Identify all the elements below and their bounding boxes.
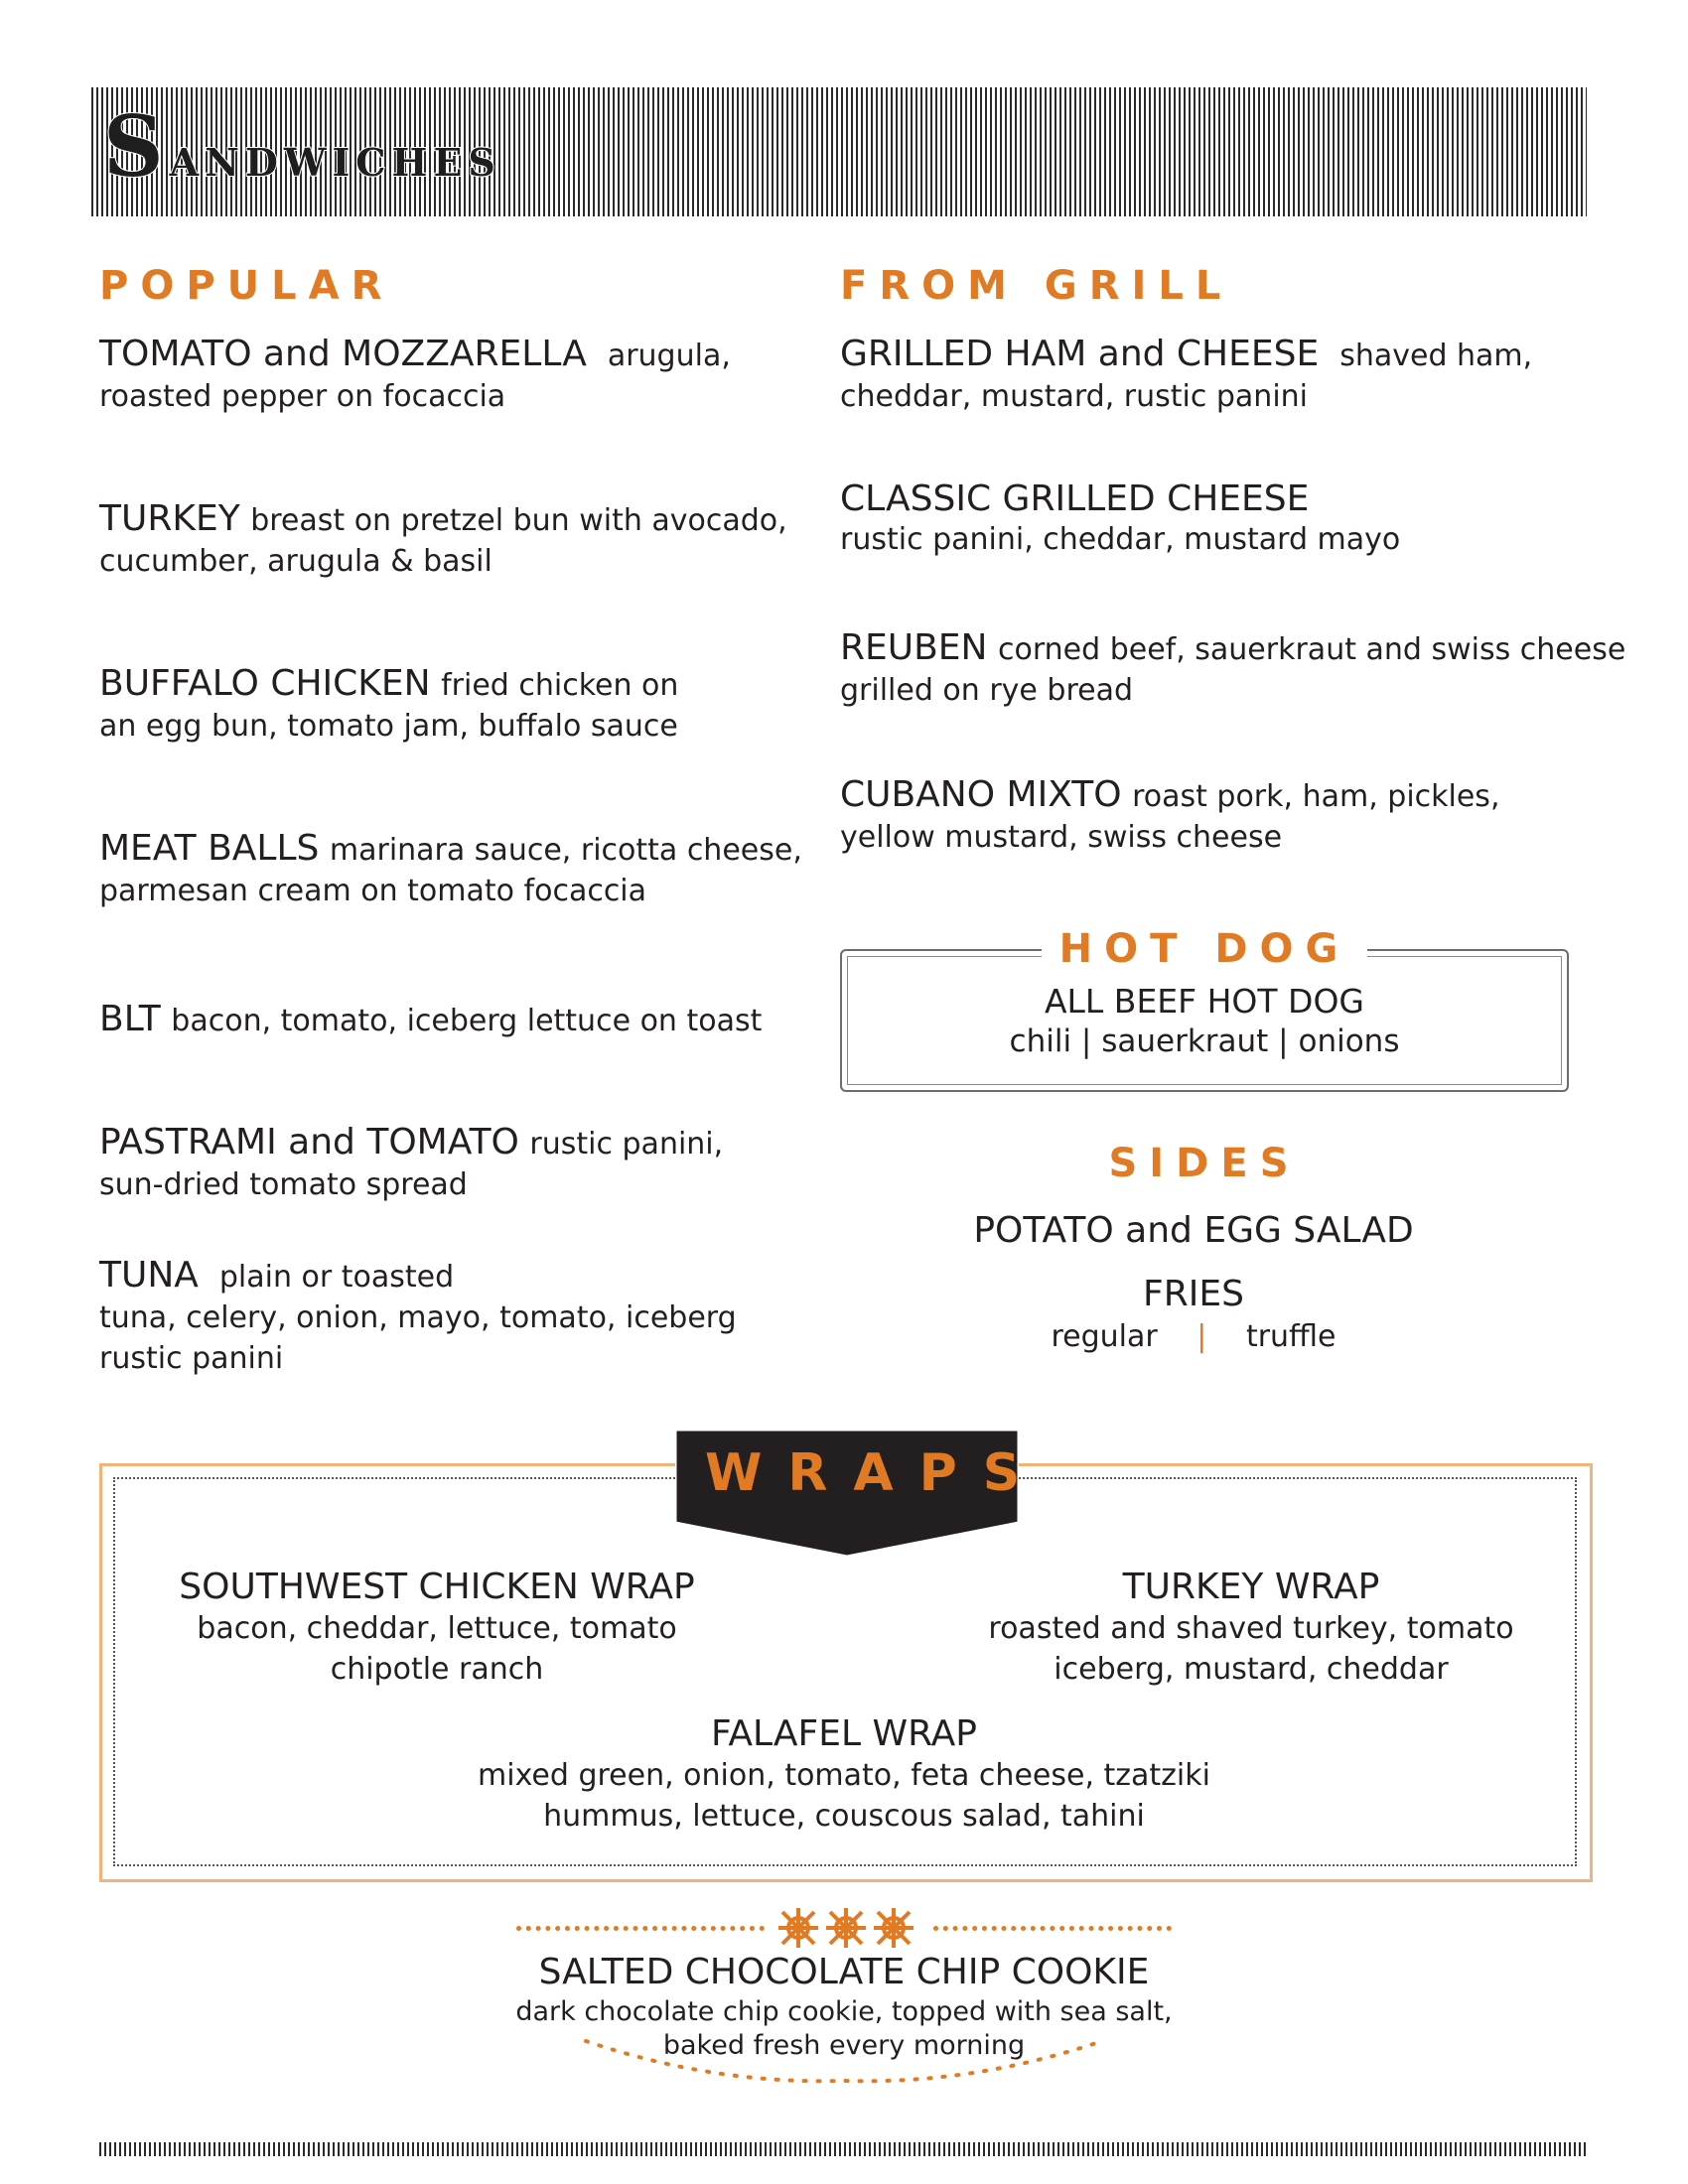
item-description: cheddar, mustard, rustic panini [840, 379, 1309, 414]
snowflake-divider [774, 1904, 923, 1952]
item-description: baked fresh every morning [662, 2030, 1026, 2061]
dotted-swag [576, 2035, 1112, 2089]
item-description: parmesan cream on tomato focaccia [99, 874, 647, 908]
menu-item [99, 999, 762, 1041]
item-description: an egg bun, tomato jam, buffalo sauce [99, 709, 678, 744]
menu-item [840, 774, 1499, 858]
side-item: FRIES [1143, 1274, 1244, 1314]
wrap-item [397, 1713, 1291, 1837]
bottom-rule [99, 2142, 1587, 2156]
item-description: yellow mustard, swiss cheese [840, 820, 1283, 855]
item-name: TURKEY WRAP [1122, 1567, 1380, 1607]
item-name: CLASSIC GRILLED CHEESE [840, 478, 1310, 519]
menu-item [99, 1122, 723, 1205]
title-initial: S [103, 97, 170, 196]
item-name: GRILLED HAM and CHEESE [840, 334, 1320, 374]
item-description: rustic panini, cheddar, mustard mayo [840, 522, 1401, 557]
side-separator: | [1196, 1319, 1207, 1354]
item-description: bacon, cheddar, lettuce, tomato [197, 1611, 677, 1646]
item-description: rustic panini, [529, 1127, 724, 1161]
item-name: SOUTHWEST CHICKEN WRAP [179, 1567, 695, 1607]
sides-heading-wrap [840, 1140, 1569, 1187]
item-description: cucumber, arugula & basil [99, 544, 492, 579]
menu-item [99, 498, 787, 582]
dotted-divider-left [516, 1926, 765, 1931]
section-heading-hotdog: HOT DOG [1042, 926, 1368, 972]
item-name: FALAFEL WRAP [711, 1713, 977, 1754]
menu-item [99, 663, 678, 747]
item-description: chipotle ranch [330, 1652, 544, 1687]
item-description: grilled on rye bread [840, 673, 1134, 708]
item-name: MEAT BALLS [99, 828, 320, 869]
menu-item [99, 828, 802, 911]
menu-item [99, 1255, 737, 1379]
wrap-item [149, 1567, 725, 1690]
menu-item [99, 334, 731, 417]
hotdog-heading-wrap [840, 925, 1569, 973]
sides-list [840, 1209, 1547, 1357]
item-description: plain or toasted [218, 1260, 455, 1295]
snowflake-icon [874, 1908, 914, 1948]
section-heading-sides: SIDES [1108, 1141, 1301, 1186]
item-description: bacon, tomato, iceberg lettuce on toast [171, 1004, 763, 1038]
dotted-divider-right [933, 1926, 1172, 1931]
item-description: chili | sauerkraut | onions [1009, 1024, 1400, 1059]
item-name: TURKEY [99, 498, 240, 539]
item-description: breast on pretzel bun with avocado, [250, 503, 787, 538]
section-heading-popular: POPULAR [99, 263, 394, 309]
item-description: fried chicken on [441, 668, 679, 703]
item-description: marinara sauce, ricotta cheese, [329, 833, 802, 868]
item-name: REUBEN [840, 627, 988, 668]
menu-item [840, 627, 1625, 711]
item-description: hummus, lettuce, couscous salad, tahini [543, 1799, 1145, 1834]
item-description: rustic panini [99, 1341, 284, 1376]
item-name: CUBANO MIXTO [840, 774, 1122, 815]
item-description: tuna, celery, onion, mayo, tomato, iceberg [99, 1300, 737, 1335]
menu-item [840, 334, 1532, 417]
side-option: truffle [1245, 1319, 1336, 1354]
item-name: PASTRAMI and TOMATO [99, 1122, 519, 1162]
dotted-swag-path [586, 2041, 1102, 2081]
side-item: POTATO and EGG SALAD [973, 1210, 1414, 1251]
item-description: arugula, [607, 339, 731, 373]
menu-item [840, 981, 1569, 1062]
menu-item [840, 478, 1400, 560]
item-name: SALTED CHOCOLATE CHIP COOKIE [538, 1952, 1150, 1992]
item-description: shaved ham, [1339, 339, 1533, 373]
item-name: BUFFALO CHICKEN [99, 663, 431, 704]
section-heading-grill: FROM GRILL [840, 263, 1233, 309]
page-title [99, 99, 505, 195]
wrap-item [973, 1567, 1529, 1690]
item-description: roast pork, ham, pickles, [1132, 779, 1500, 814]
item-name: BLT [99, 999, 161, 1039]
item-description: iceberg, mustard, cheddar [1054, 1652, 1449, 1687]
item-description: mixed green, onion, tomato, feta cheese, tzatziki [478, 1758, 1210, 1793]
item-name: ALL BEEF HOT DOG [1044, 982, 1365, 1021]
snowflake-icon [826, 1908, 866, 1948]
side-option: regular [1051, 1319, 1158, 1354]
section-heading-wraps: WRAPS [705, 1443, 1047, 1503]
item-description: roasted and shaved turkey, tomato [988, 1611, 1514, 1646]
item-name: TOMATO and MOZZARELLA [99, 334, 587, 374]
side-options [840, 1316, 1547, 1357]
item-description: roasted pepper on focaccia [99, 379, 506, 414]
item-description: corned beef, sauerkraut and swiss cheese [997, 632, 1626, 667]
item-description: dark chocolate chip cookie, topped with sea salt, [515, 1996, 1173, 2027]
item-description: sun-dried tomato spread [99, 1167, 468, 1202]
snowflake-icon [778, 1908, 818, 1948]
item-name: TUNA [99, 1255, 199, 1296]
title-rest: andwiches [169, 125, 501, 189]
